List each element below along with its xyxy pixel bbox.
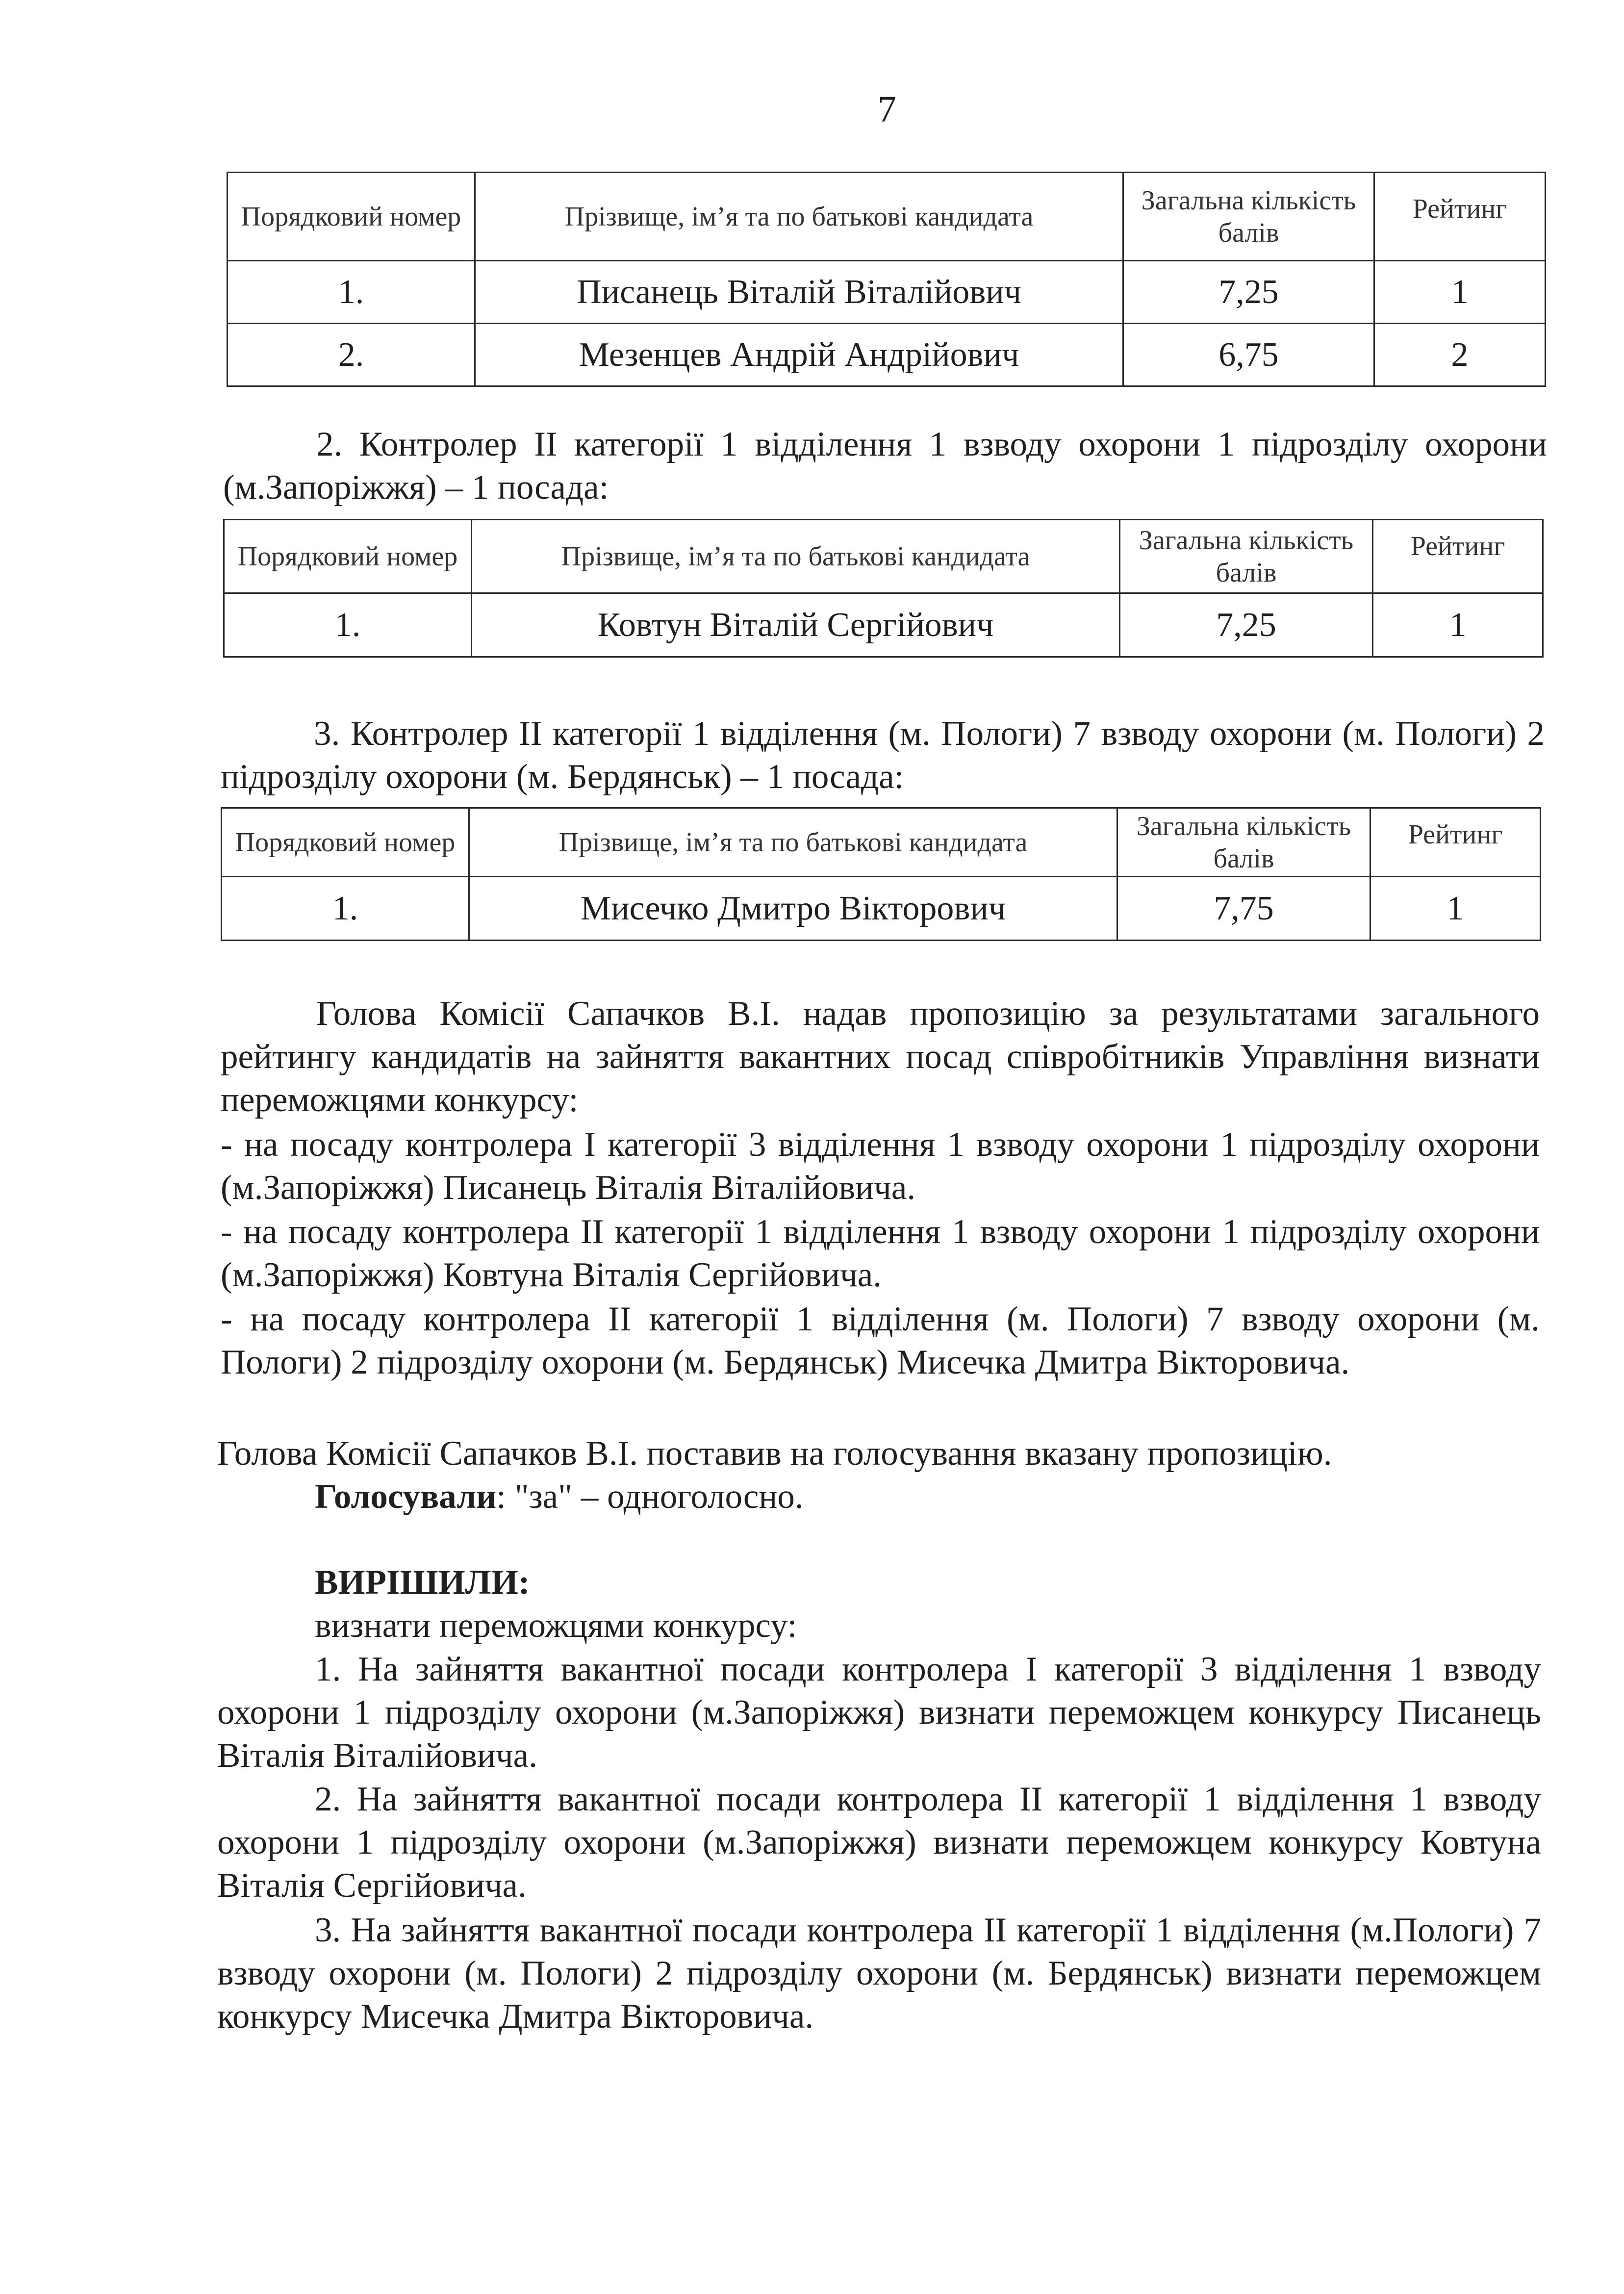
header-total: Загальна кількість балів — [1120, 520, 1373, 593]
header-name: Прізвище, ім’я та по батькові кандидата — [475, 173, 1123, 261]
rating-table-2 — [223, 519, 1544, 658]
header-rating: Рейтинг — [1374, 173, 1546, 261]
put-to-vote-text: Голова Комісії Сапачков В.І. поставив на голосування вказану пропозицію. — [217, 1434, 1332, 1473]
decision-item: 2. На зайняття вакантної посади контролера ІІ категорії 1 відділення 1 взводу охорони 1 підрозділу охорони (м.Запоріжжя) визнати переможцем конкурсу Ковтуна Віталія Сергійовича. — [217, 1780, 1541, 1905]
header-number: Порядковий номер — [224, 520, 472, 593]
table-row: 1. Писанець Віталій Віталійович 7,25 1 — [228, 261, 1546, 324]
proposal-paragraph: Голова Комісії Сапачков В.І. надав пропозицію за результатами загального рейтингу кандидатів на зайняття вакантних посад співробітників Управління визнати переможцями конкурсу: — [221, 994, 1540, 1119]
rating-table-3 — [221, 807, 1541, 941]
voted-line — [315, 1475, 804, 1518]
proposal-item: - на посаду контролера ІІ категорії 1 відділення 1 взводу охорони 1 підрозділу охорони (м.Запоріжжя) Ковтуна Віталія Сергійовича. — [221, 1213, 1540, 1294]
header-rating: Рейтинг — [1373, 520, 1543, 593]
section-3-heading: 3. Контролер ІІ категорії 1 відділення (м. Пологи) 7 взводу охорони (м. Пологи) 2 підрозділу охорони (м. Бердянськ) – 1 посада: — [221, 714, 1545, 796]
header-total: Загальна кількість балів — [1117, 808, 1370, 877]
table-row: 2. Мезенцев Андрій Андрійович 6,75 2 — [228, 324, 1546, 386]
voted-label: Голосували — [315, 1478, 497, 1516]
page-number: 7 — [878, 89, 896, 130]
header-name: Прізвище, ім’я та по батькові кандидата — [469, 808, 1117, 877]
decision-title: ВИРІШИЛИ: — [315, 1563, 530, 1602]
header-number: Порядковий номер — [222, 808, 469, 877]
proposal-item: - на посаду контролера І категорії 3 відділення 1 взводу охорони 1 підрозділу охорони (м.Запоріжжя) Писанець Віталія Віталійовича. — [221, 1125, 1540, 1207]
table-row: 1. Ковтун Віталій Сергійович 7,25 1 — [224, 593, 1543, 657]
header-name: Прізвище, ім’я та по батькові кандидата — [472, 520, 1120, 593]
decision-item: 3. На зайняття вакантної посади контролера ІІ категорії 1 відділення (м.Пологи) 7 взводу охорони (м. Пологи) 2 підрозділу охорони (м. Бердянськ) визнати переможцем конкурсу Мисечка Дмитра Вікторовича. — [217, 1911, 1541, 2036]
proposal-item: - на посаду контролера ІІ категорії 1 відділення (м. Пологи) 7 взводу охорони (м. Пологи) 2 підрозділу охорони (м. Бердянськ) Мисечка Дмитра Вікторовича. — [221, 1300, 1540, 1381]
header-total: Загальна кількість балів — [1123, 173, 1374, 261]
table-row: 1. Мисечко Дмитро Вікторович 7,75 1 — [222, 877, 1541, 941]
header-rating: Рейтинг — [1370, 808, 1541, 877]
voted-value: : "за" – одноголосно. — [496, 1478, 804, 1516]
decision-intro: визнати переможцями конкурсу: — [315, 1606, 797, 1645]
rating-table-1 — [227, 172, 1546, 387]
header-number: Порядковий номер — [228, 173, 475, 261]
decision-item: 1. На зайняття вакантної посади контролера І категорії 3 відділення 1 взводу охорони 1 підрозділу охорони (м.Запоріжжя) визнати переможцем конкурсу Писанець Віталія Віталійовича. — [217, 1650, 1541, 1775]
section-2-heading: 2. Контролер ІІ категорії 1 відділення 1 взводу охорони 1 підрозділу охорони (м.Запоріжжя) – 1 посада: — [223, 425, 1547, 507]
